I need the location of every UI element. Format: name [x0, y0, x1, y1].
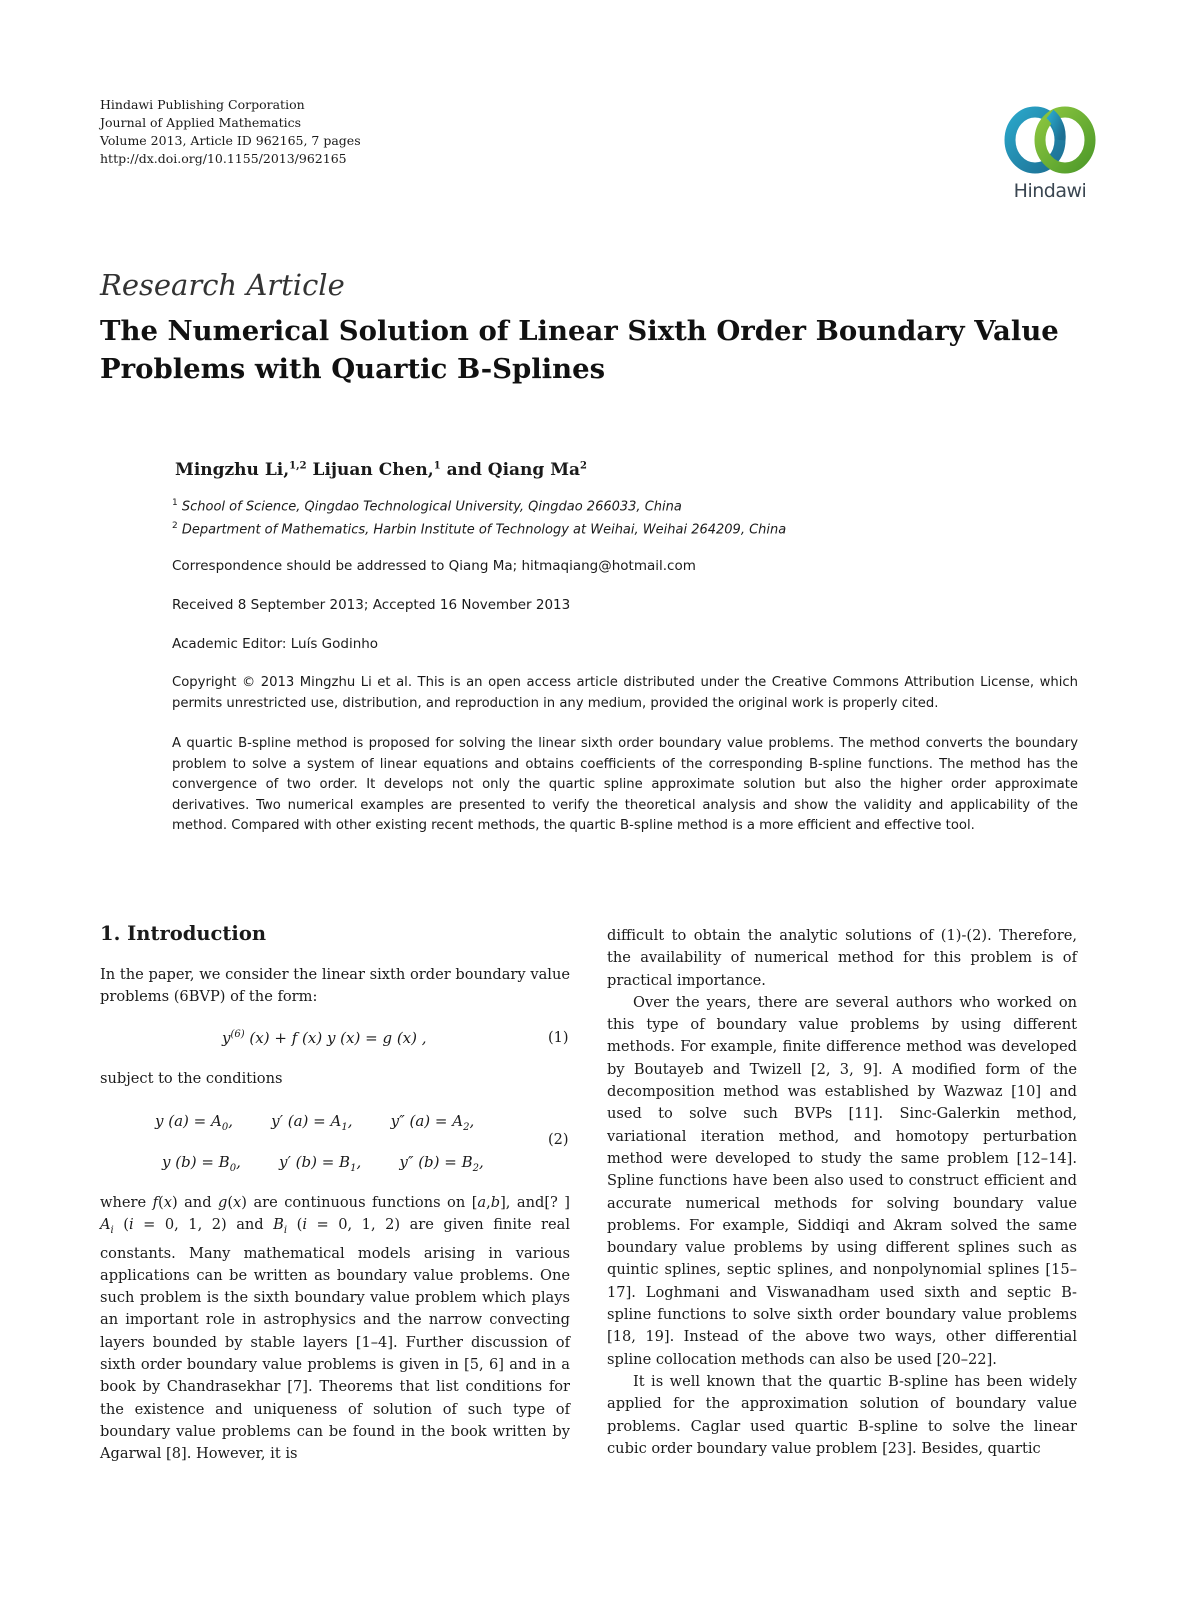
affiliation	[172, 498, 682, 514]
intro-text	[100, 964, 570, 1009]
hindawi-logo-text: Hindawi	[1013, 180, 1087, 202]
article-type: Research Article	[100, 268, 345, 302]
hindawi-rings-icon	[995, 100, 1105, 180]
paper-title: The Numerical Solution of Linear Sixth Order Boundary Value Problems with Quartic B-Splines	[100, 315, 1059, 385]
author-name: and Qiang Ma	[446, 460, 581, 480]
equation-1: $y^{(6)}$ (x) + f (x) y (x) = g (x) ,	[222, 1029, 427, 1047]
publisher-name: Hindawi Publishing Corporation	[100, 97, 305, 112]
text-run: and[? ]	[516, 1194, 570, 1211]
intro-paragraph: In the paper, we consider the linear sixth order boundary value problems (6BVP) of the form:	[100, 966, 570, 1006]
text-run: real constants. Many mathematical models arising in various applications can be written as boundary value problems. One such problem is the sixth boundary value problem which plays an important role in astrophysics and the narrow convecting layers bounded by stable layers [1–4]. Further discussion of sixth order boundary value problems is given in [5, 6] and in a book by Chandrasekhar [7]. Theorems that list conditions for the existence and uniqueness of solution of such type of boundary value problems can be found in the book written by Agarwal [8]. However, it is	[100, 1216, 570, 1463]
author-affiliation-mark: 1,2	[289, 460, 307, 472]
hindawi-logo	[995, 100, 1105, 202]
intro-body-left	[100, 1192, 570, 1465]
affiliation-mark: 2	[172, 521, 178, 531]
affiliation-text: Department of Mathematics, Harbin Institute of Technology at Weihai, Weihai 264209, China	[181, 522, 787, 538]
journal-name: Journal of Applied Mathematics	[100, 115, 302, 130]
affiliation	[172, 521, 786, 537]
doi-link[interactable]: http://dx.doi.org/10.1155/2013/962165	[100, 151, 347, 166]
academic-editor: Academic Editor: Luís Godinho	[172, 636, 379, 652]
equation-number: (2)	[548, 1132, 569, 1148]
author-name: Mingzhu Li,	[175, 460, 290, 480]
text-run: are given finite	[409, 1216, 532, 1234]
copyright-notice: Copyright © 2013 Mingzhu Li et al. This is an open access article distributed under the Creative Commons Attribution License, which permits unrestricted use, distribution, and reproduction in any medium, provided the original work is properly cited.	[172, 675, 1078, 711]
conditions-text: subject to the conditions	[100, 1070, 283, 1087]
equation-number: (1)	[548, 1030, 569, 1046]
volume-info: Volume 2013, Article ID 962165, 7 pages	[100, 133, 361, 148]
text-run: where	[100, 1194, 147, 1211]
equation-2a: y $(a) = A_0$, y′ $(a) = A_1$, y″ $(a) = A_2$,	[155, 1112, 475, 1133]
body-paragraph: difficult to obtain the analytic solutions of (1)-(2). Therefore, the availability of numerical method for this problem is of practical importance.	[607, 927, 1077, 989]
author-list	[175, 460, 587, 480]
section-heading: 1. Introduction	[100, 922, 267, 945]
affiliation-text: School of Science, Qingdao Technological University, Qingdao 266033, China	[181, 499, 682, 515]
affiliation-mark: 1	[172, 498, 178, 508]
correspondence: Correspondence should be addressed to Qiang Ma; hitmaqiang@hotmail.com	[172, 558, 696, 574]
received-dates: Received 8 September 2013; Accepted 16 November 2013	[172, 597, 571, 613]
author-affiliation-mark: 1	[433, 460, 441, 472]
body-paragraph: Over the years, there are several authors who worked on this type of boundary value problems by using different methods. For example, finite difference method was developed by Boutayeb and Twizell [2, 3, 9]. A modified form of the decomposition method was established by Wazwaz [10] and used to solve such BVPs [11]. Sinc-Galerkin method, variational iteration method, and homotopy perturbation method were developed to study the same problem [12–14]. Spline functions have been also used to construct efficient and accurate numerical methods for solving boundary value problems. For example, Siddiqi and Akram solved the same boundary value problems by using different splines such as quintic splines, septic splines, and nonpolynomial splines [15–17]. Loghmani and Viswanadham used sixth and septic B-spline functions to solve sixth order boundary value problems [18, 19]. Instead of the above two ways, other differential spline collocation methods can also be used [20–22].	[607, 993, 1077, 1368]
body-paragraph: where f(x) and g(x) are continuous functions on [a,b], and[? ] $A_i$ (i = 0, 1, 2) and $B_i$ (i = 0, 1, 2) are given finite real constants. Many mathematical models arising in various applications can be written as boundary value problems. One such problem is the sixth boundary value problem which plays an important role in astrophysics and the narrow convecting layers bounded by stable layers [1–4]. Further discussion of sixth order boundary value problems is given in [5, 6] and in a book by Chandrasekhar [7]. Theorems that list conditions for the existence and uniqueness of solution of such type of boundary value problems can be found in the book written by Agarwal [8]. However, it is	[100, 1194, 570, 1463]
publication-info	[100, 96, 361, 168]
equation-2b: y $(b) = B_0$, y′ $(b) = B_1$, y″ $(b) = B_2$,	[162, 1153, 484, 1174]
conditions-intro	[100, 1068, 570, 1090]
text-run: and	[184, 1194, 212, 1211]
author-name: Lijuan Chen,	[312, 460, 434, 480]
abstract: A quartic B-spline method is proposed for solving the linear sixth order boundary value problems. The method converts the boundary problem to solve a system of linear equations and obtains coefficients of the corresponding B-spline functions. The method has the convergence of two order. It develops not only the quartic spline approximate solution but also the higher order approximate derivatives. Two numerical examples are presented to verify the theoretical analysis and show the validity and applicability of the method. Compared with other existing recent methods, the quartic B-spline method is a more efficient and effective tool.	[172, 736, 1078, 833]
body-paragraph: It is well known that the quartic B-spline has been widely applied for the approximation solution of boundary value problems. Caglar used quartic B-spline to solve the linear cubic order boundary value problem [23]. Besides, quartic	[607, 1372, 1077, 1457]
intro-body-right	[607, 925, 1077, 1460]
text-run: are continuous functions on	[253, 1194, 466, 1211]
author-affiliation-mark: 2	[580, 460, 588, 472]
